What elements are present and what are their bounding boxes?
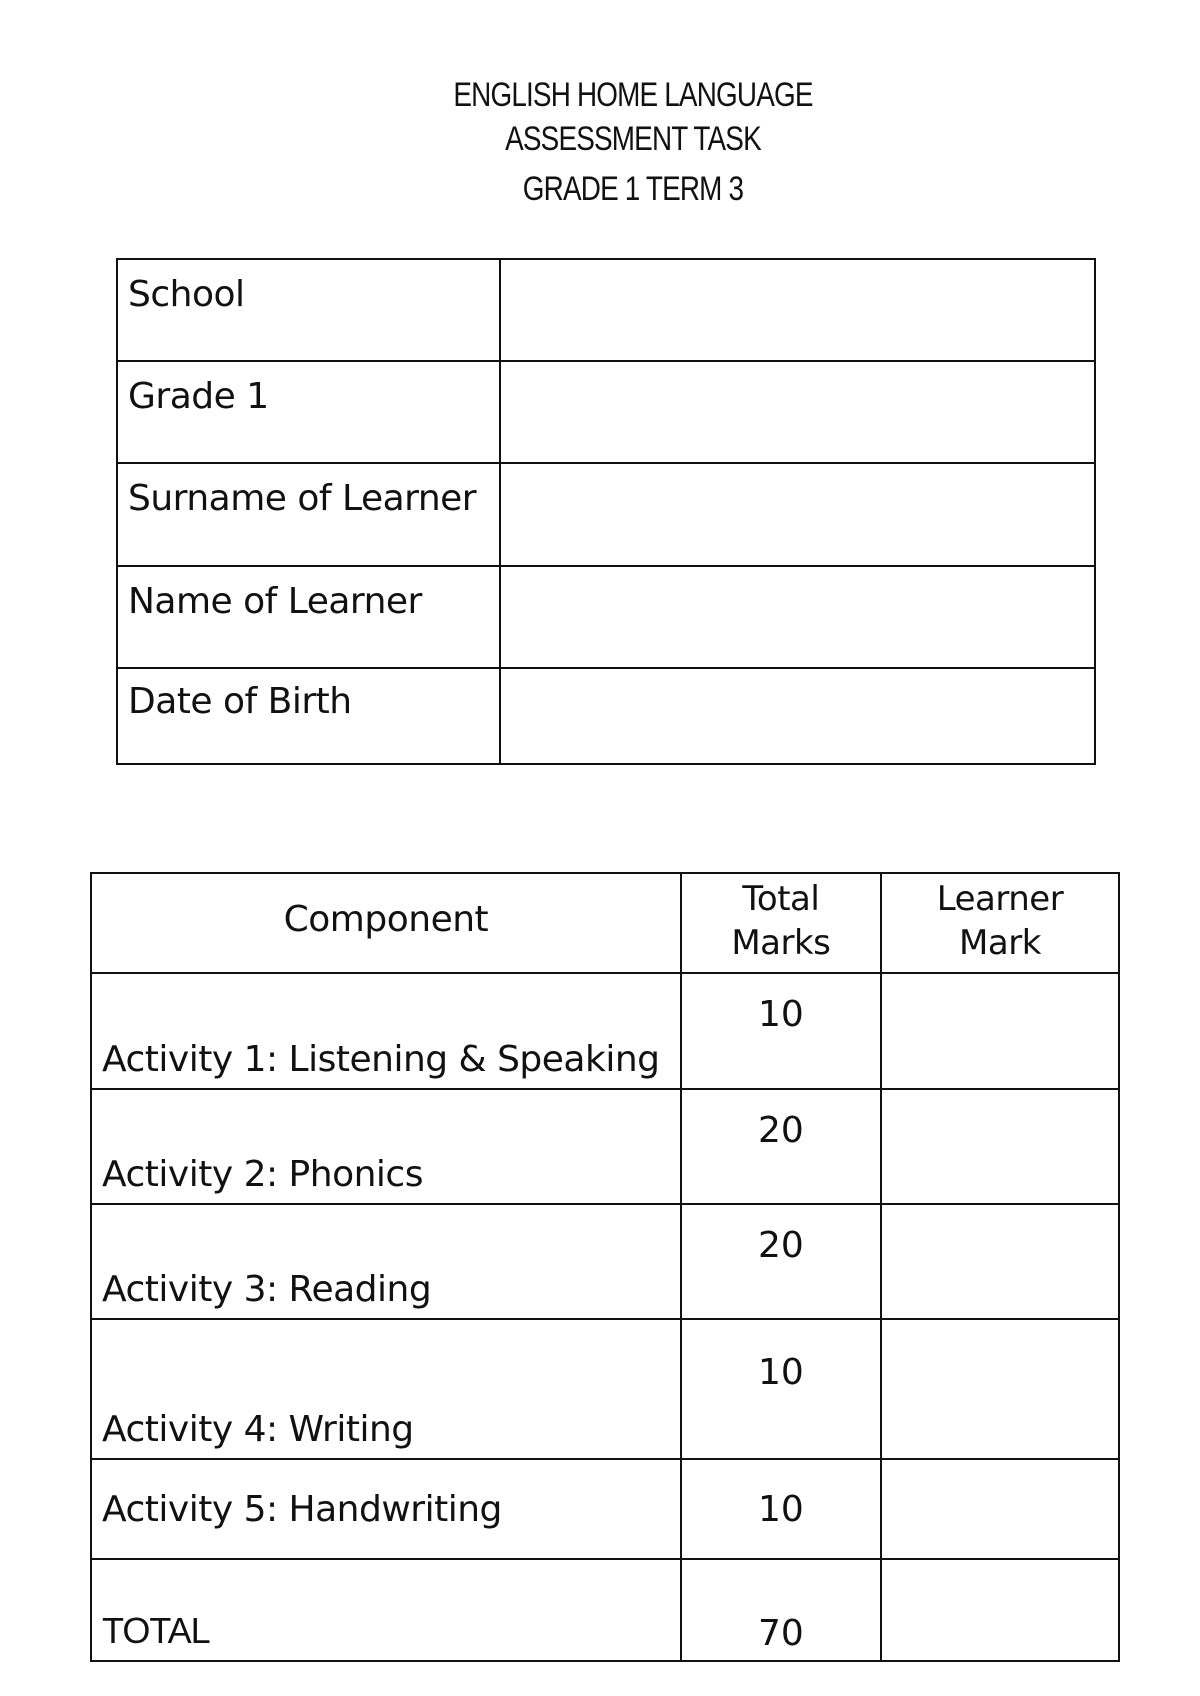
header-learner-mark bbox=[881, 873, 1119, 973]
total-marks-cell: 10 bbox=[681, 1319, 881, 1459]
total-marks-cell: 20 bbox=[681, 1204, 881, 1319]
total-label-cell: TOTAL bbox=[91, 1559, 681, 1661]
info-label-school: School bbox=[117, 259, 500, 361]
info-label-grade: Grade 1 bbox=[117, 361, 500, 463]
marks-row-activity-2 bbox=[91, 1089, 1119, 1204]
info-field-school[interactable] bbox=[500, 259, 1095, 361]
info-row-dob bbox=[117, 668, 1095, 764]
total-marks-cell: 10 bbox=[681, 1459, 881, 1559]
learner-mark-cell[interactable] bbox=[881, 1319, 1119, 1459]
info-row-surname bbox=[117, 463, 1095, 566]
marks-row-activity-5 bbox=[91, 1459, 1119, 1559]
header-component: Component bbox=[91, 873, 681, 973]
component-cell: Activity 1: Listening & Speaking bbox=[91, 973, 681, 1089]
learner-info-table bbox=[116, 258, 1096, 765]
learner-mark-cell[interactable] bbox=[881, 1459, 1119, 1559]
component-cell: Activity 3: Reading bbox=[91, 1204, 681, 1319]
marks-row-activity-4 bbox=[91, 1319, 1119, 1459]
info-row-grade bbox=[117, 361, 1095, 463]
total-marks-cell: 20 bbox=[681, 1089, 881, 1204]
header-learner-mark-line2: Mark bbox=[959, 923, 1041, 963]
info-row-school bbox=[117, 259, 1095, 361]
info-field-grade[interactable] bbox=[500, 361, 1095, 463]
learner-mark-cell[interactable] bbox=[881, 973, 1119, 1089]
info-row-name bbox=[117, 566, 1095, 668]
info-label-dob: Date of Birth bbox=[117, 668, 500, 764]
component-cell: Activity 4: Writing bbox=[91, 1319, 681, 1459]
info-label-surname: Surname of Learner bbox=[117, 463, 500, 566]
marks-header-row bbox=[91, 873, 1119, 973]
info-field-surname[interactable] bbox=[500, 463, 1095, 566]
marks-row-total bbox=[91, 1559, 1119, 1661]
marks-row-activity-1 bbox=[91, 973, 1119, 1089]
info-label-name: Name of Learner bbox=[117, 566, 500, 668]
learner-mark-cell[interactable] bbox=[881, 1089, 1119, 1204]
learner-mark-cell[interactable] bbox=[881, 1204, 1119, 1319]
header-total-marks bbox=[681, 873, 881, 973]
learner-total-cell[interactable] bbox=[881, 1559, 1119, 1661]
component-cell: Activity 2: Phonics bbox=[91, 1089, 681, 1204]
marks-table bbox=[90, 872, 1120, 1662]
marks-row-activity-3 bbox=[91, 1204, 1119, 1319]
info-field-dob[interactable] bbox=[500, 668, 1095, 764]
component-cell: Activity 5: Handwriting bbox=[91, 1459, 681, 1559]
subject-title: ENGLISH HOME LANGUAGE bbox=[453, 76, 813, 114]
info-field-name[interactable] bbox=[500, 566, 1095, 668]
total-marks-cell: 10 bbox=[681, 973, 881, 1089]
grand-total-cell: 70 bbox=[681, 1559, 881, 1661]
task-title: ASSESSMENT TASK bbox=[505, 120, 761, 158]
header-total-marks-line1: Total bbox=[742, 879, 820, 919]
header-total-marks-line2: Marks bbox=[731, 923, 831, 963]
header-learner-mark-line1: Learner bbox=[936, 879, 1064, 919]
grade-term-title: GRADE 1 TERM 3 bbox=[522, 170, 744, 208]
